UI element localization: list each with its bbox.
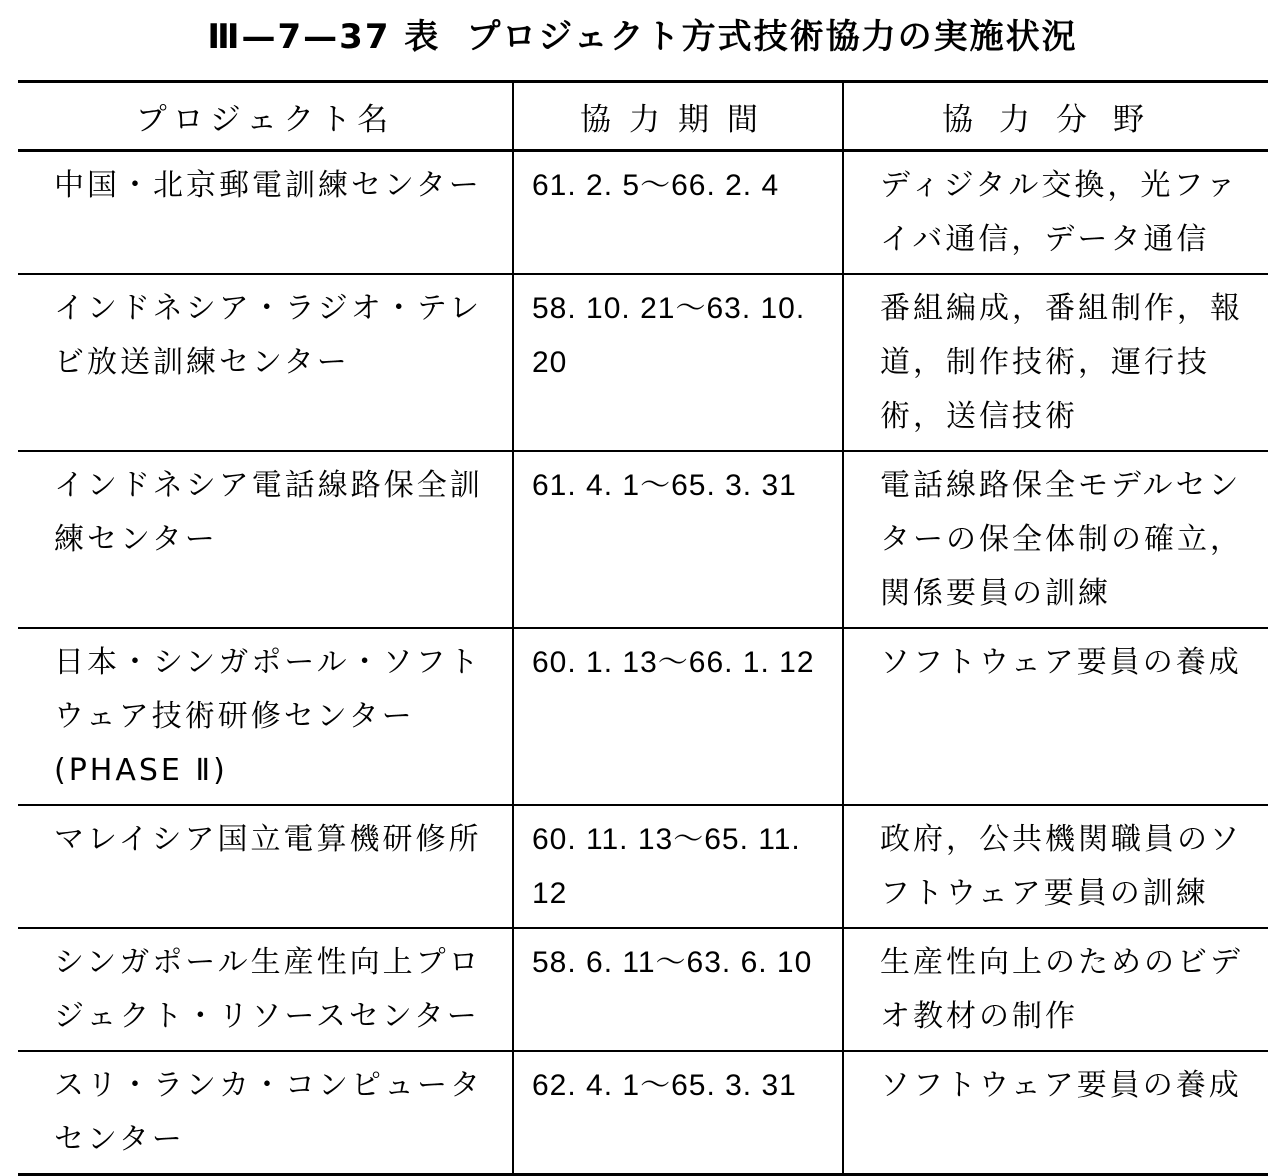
cooperation-table xyxy=(18,80,1268,1176)
table-row xyxy=(18,451,1268,628)
cooperation-field: 政府，公共機関職員のソフトウェア要員の訓練 xyxy=(843,805,1268,928)
project-name: シンガポール生産性向上プロジェクト・リソースセンター xyxy=(54,945,482,1034)
project-name: スリ・ランカ・コンピュータセンター xyxy=(54,1068,483,1157)
header-row xyxy=(18,82,1268,151)
cooperation-period: 61. 4. 1〜65. 3. 31 xyxy=(513,451,843,628)
header-period: 協力期間 xyxy=(513,82,843,151)
table-number: Ⅲ—7—37 表 xyxy=(207,17,441,57)
cooperation-period: 58. 10. 21〜63. 10. 20 xyxy=(513,274,843,451)
project-name: マレイシア国立電算機研修所 xyxy=(54,822,482,857)
cooperation-field: 番組編成，番組制作，報道，制作技術，運行技術，送信技術 xyxy=(843,274,1268,451)
cooperation-field: ソフトウェア要員の養成 xyxy=(843,1051,1268,1175)
header-field: 協力分野 xyxy=(843,82,1268,151)
cooperation-field: 生産性向上のためのビデオ教材の制作 xyxy=(843,928,1268,1051)
cooperation-period: 58. 6. 11〜63. 6. 10 xyxy=(513,928,843,1051)
cooperation-field: ディジタル交換，光ファイバ通信，データ通信 xyxy=(843,151,1268,275)
cooperation-field: ソフトウェア要員の養成 xyxy=(843,628,1268,805)
table-caption: プロジェクト方式技術協力の実施状況 xyxy=(466,17,1078,57)
header-project: プロジェクト名 xyxy=(135,101,395,138)
table-row xyxy=(18,274,1268,451)
table-row xyxy=(18,928,1268,1051)
table-title xyxy=(0,14,1285,60)
table-row xyxy=(18,805,1268,928)
cooperation-period: 60. 1. 13〜66. 1. 12 xyxy=(513,628,843,805)
project-name: インドネシア・ラジオ・テレビ放送訓練センター xyxy=(54,291,483,380)
project-name: 日本・シンガポール・ソフトウェア技術研修センター(PHASE Ⅱ) xyxy=(54,645,482,788)
cooperation-field: 電話線路保全モデルセンターの保全体制の確立，関係要員の訓練 xyxy=(843,451,1268,628)
project-name: インドネシア電話線路保全訓練センター xyxy=(54,468,483,557)
cooperation-period: 60. 11. 13〜65. 11. 12 xyxy=(513,805,843,928)
table-row xyxy=(18,1051,1268,1175)
table-row xyxy=(18,628,1268,805)
cooperation-period: 61. 2. 5〜66. 2. 4 xyxy=(513,151,843,275)
table-row xyxy=(18,151,1268,275)
cooperation-period: 62. 4. 1〜65. 3. 31 xyxy=(513,1051,843,1175)
project-name: 中国・北京郵電訓練センター xyxy=(54,168,482,203)
